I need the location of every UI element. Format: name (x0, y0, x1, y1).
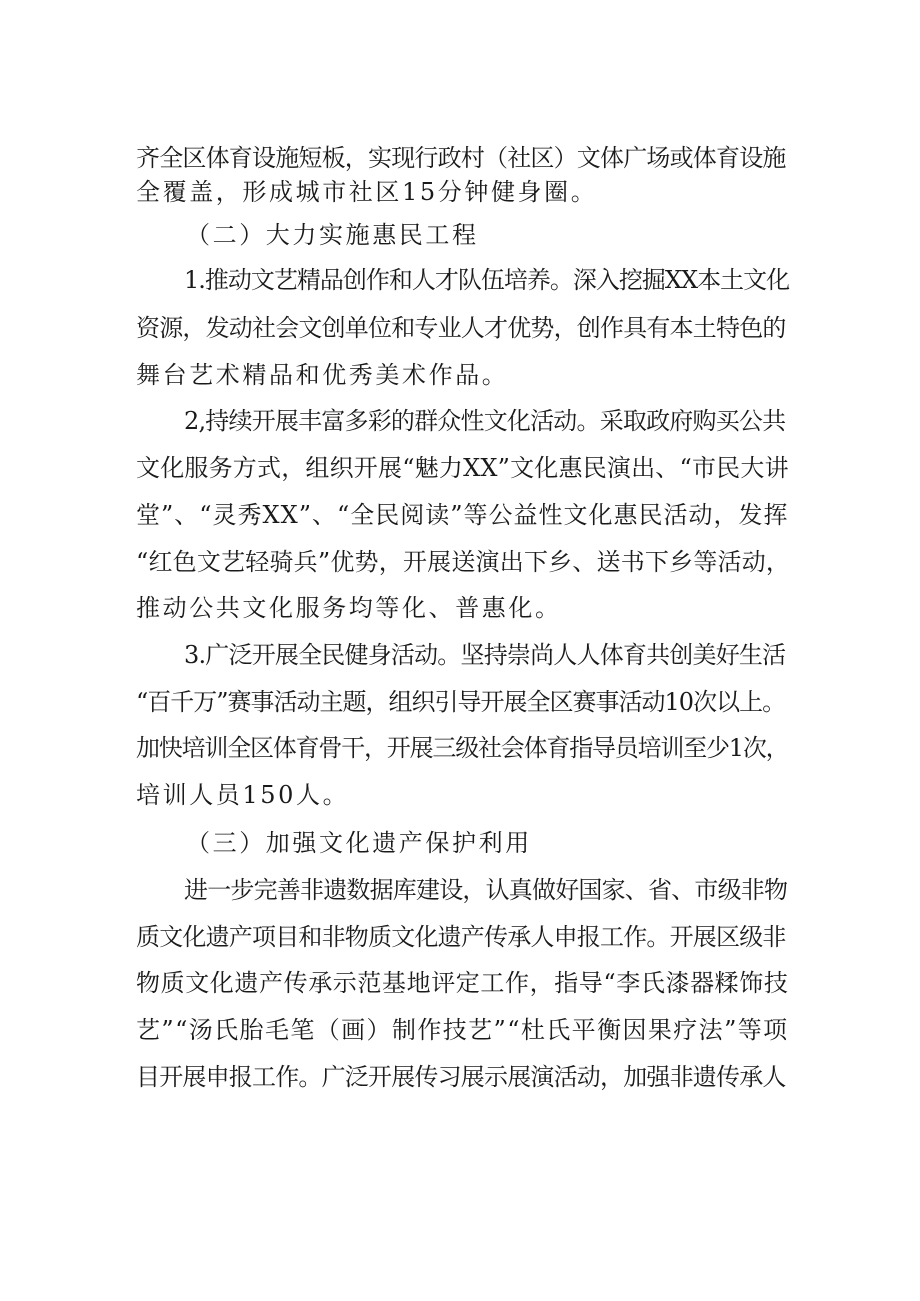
body-text-line: 文化服务方式，组织开展“魅力XX”文化惠民演出、“市民大讲 (136, 454, 789, 482)
body-text-line: 舞台艺术精品和优秀美术作品。 (136, 361, 509, 389)
body-text-line: 加快培训全区体育骨干，开展三级社会体育指导员培训至少1次， (136, 734, 789, 762)
item-heading-line: 3.广泛开展全民健身活动。坚持崇尚人人体育共创美好生活 (184, 641, 786, 669)
body-text-line: “百千万”赛事活动主题，组织引导开展全区赛事活动10次以上。 (136, 688, 786, 716)
body-text-line: 培训人员150人。 (136, 781, 350, 809)
body-text-line: 物质文化遗产传承示范基地评定工作，指导“李氏漆器糅饰技 (136, 969, 789, 997)
body-text-line: 目开展申报工作。广泛开展传习展示展演活动，加强非遗传承人 (136, 1063, 786, 1091)
body-text-line: 资源，发动社会文创单位和专业人才优势，创作具有本土特色的 (136, 314, 786, 342)
item-heading-line: 2,持续开展丰富多彩的群众性文化活动。采取政府购买公共 (184, 407, 786, 435)
body-text-line: 艺”“汤氏胎毛笔（画）制作技艺”“杜氏平衡因果疗法”等项 (136, 1016, 789, 1044)
body-text-line: 质文化遗产项目和非物质文化遗产传承人申报工作。开展区级非 (136, 923, 786, 951)
paragraph-first-line: 进一步完善非遗数据库建设，认真做好国家、省、市级非物 (184, 876, 788, 904)
body-text-line: “红色文艺轻骑兵”优势，开展送演出下乡、送书下乡等活动， (136, 548, 791, 576)
body-text-line: 齐全区体育设施短板，实现行政村（社区）文体广场或体育设施 (136, 144, 786, 172)
body-text-line: 推动公共文化服务均等化、普惠化。 (136, 594, 562, 622)
body-text-line: 堂”、“灵秀XX”、“全民阅读”等公益性文化惠民活动，发挥 (136, 501, 789, 529)
body-text-line: 全覆盖，形成城市社区15分钟健身圈。 (136, 178, 598, 206)
section-heading: （二）大力实施惠民工程 (186, 221, 479, 249)
item-heading-line: 1.推动文艺精品创作和人才队伍培养。深入挖掘XX本土文化 (184, 266, 790, 294)
section-heading: （三）加强文化遗产保护利用 (186, 829, 532, 857)
